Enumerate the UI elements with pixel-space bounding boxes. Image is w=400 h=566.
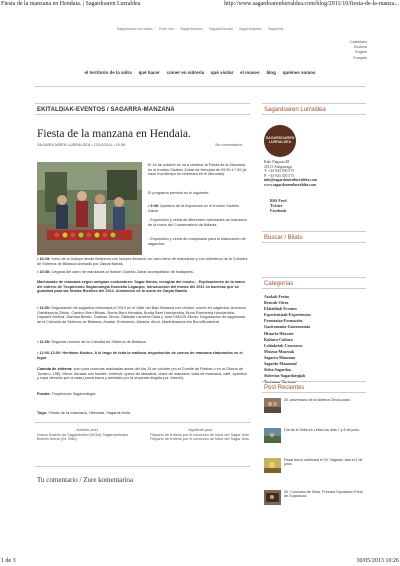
- language-selector: [350, 40, 367, 61]
- category-link[interactable]: Sagarra-Manzana: [264, 354, 296, 360]
- category-link[interactable]: Formazioa-Formación: [264, 318, 303, 324]
- facebook-link[interactable]: Facebook: [270, 207, 287, 213]
- post-program-label: El programa previsto es el siguiente:: [148, 191, 210, 195]
- recent-post-title[interactable]: Día de la Sidra en Leitza los días 7 y 8 de junio.: [284, 428, 361, 432]
- category-link[interactable]: Azokak-Ferias: [264, 294, 290, 299]
- post-item: [37, 351, 249, 360]
- main-nav-blog[interactable]: blog: [266, 70, 276, 75]
- post-source: [37, 392, 249, 397]
- recent-post-title[interactable]: 25. aniversario de la sidrería Otxoa-cowa.: [284, 398, 351, 402]
- post-item-text: Segunda reunión de la Cofradía de Sidreros de Bidasoa.: [51, 340, 147, 344]
- top-nav-item[interactable]: Sagardoilendia: [208, 27, 233, 31]
- logo-text: LURRALDEA: [268, 140, 292, 145]
- recent-post-thumbnail-icon: [264, 428, 281, 443]
- category-link[interactable]: Gastronomia-Gastronomía: [264, 324, 311, 330]
- post-closing: [37, 367, 249, 381]
- main-nav-museo[interactable]: el museo: [240, 70, 260, 75]
- post-item: [148, 237, 248, 246]
- print-datetime: 30/05/2013 10:26: [356, 558, 399, 564]
- prev-post-label: Anterior post: [76, 428, 98, 432]
- category-link[interactable]: Sidra-Sagardoa: [264, 367, 291, 373]
- recent-post-thumbnail-icon: [264, 398, 281, 413]
- next-post-label: Siguiente post: [187, 428, 213, 432]
- post-meta: SAGARDOAREN LURRALDEA • 13/10/2011 • 10:36: [37, 143, 126, 147]
- main-nav-visitar[interactable]: qué visitar: [210, 70, 234, 75]
- category-link[interactable]: Bezicak-Otros: [264, 300, 289, 306]
- address-line: 20115 Astigarraga: [264, 164, 292, 169]
- address-email[interactable]: info@sagardoarenlurraldea.com: [264, 178, 317, 183]
- main-nav-territorio[interactable]: el territorio de la sidra: [84, 70, 132, 75]
- language-castellano[interactable]: Castellano: [350, 40, 367, 44]
- sidebar-heading-categories: Categorías: [262, 277, 366, 289]
- site-logo[interactable]: [264, 125, 296, 157]
- print-url: http://www.sagardoarenlurraldea.com/blog/2011/10/fiesta-de-la-manza...: [224, 1, 399, 7]
- post-item-time: • 9:30:: [148, 204, 160, 208]
- category-link[interactable]: Kultura-Cultura: [264, 336, 293, 342]
- post-item: [148, 204, 248, 213]
- address-fax: F: +34 943 550 575: [264, 173, 294, 178]
- next-post-link[interactable]: Reparto de trofeos por el concurso de fotos del Sagar Uda. Reparto de trofeos por el concurso de fotos del Sagar Uda.: [150, 432, 250, 442]
- address-phone: T: +34 943 550 575: [264, 169, 295, 174]
- post-item-text: Llegada del carro de manzanas al frontón Gaztelu Zahar acompañado de txalaparta.: [51, 270, 194, 274]
- top-nav-item[interactable]: Texts info: [158, 27, 174, 31]
- post-item-time: • 11:30:: [37, 340, 51, 344]
- post-item: [37, 340, 249, 345]
- post-intro: El 16 de octubre se va a celebrar la Fiesta de la Manzana en el frontón Gaztelu Zahar de Hendaia de 09:30-17:00 (si hace mal tiempo se celebrará en el Mercado).: [148, 163, 247, 176]
- category-link[interactable]: Historia-Historia: [264, 330, 294, 336]
- recent-post[interactable]: [264, 490, 364, 510]
- category-link[interactable]: Sidrerías-Sagardotegiak: [264, 373, 306, 379]
- category-link[interactable]: Esperientziak-Experiencias: [264, 312, 311, 318]
- recent-post[interactable]: [264, 398, 364, 418]
- main-nav-que-hacer[interactable]: qué hacer: [138, 70, 160, 75]
- top-nav-item[interactable]: Sagardoaren lurraldea: [116, 27, 153, 31]
- address-line: Kale Nagusia 48: [264, 160, 290, 164]
- post-item-text: - Exposición y venta de diferentes variedades de manzana de la mano del Conservatorio de Aldania.: [148, 218, 247, 227]
- recent-post-thumbnail-icon: [264, 490, 281, 505]
- post-photo: [37, 162, 142, 255]
- post-item-time: • 10:15:: [37, 257, 51, 261]
- top-nav: Sagardoaren lurraldea · Texts info · Sagardoetxea · Sagardoilendia · Sagardoapeta · Sagardoa: [116, 27, 284, 31]
- post-bold-paragraph: Machacado de manzana según antiguas costumbres: Sagar tkinka, recogida del mosto… Explicaciones de la mano del sidrero de Txopinondo Sagarnotegia Donostia Lagazpio, introducción del mosto del 2011 en barricas que se guardará para las fiestas Bixintxo del 2012. Animación de la mano de Zarpai Banda.: [37, 280, 245, 293]
- category-link[interactable]: Lehiaketak-Concursos: [264, 342, 303, 348]
- language-euskera[interactable]: Euskera: [353, 45, 367, 50]
- rss-feed-link[interactable]: RSS Feed: [270, 198, 287, 203]
- post-item-text: Herdaian Kantuz. A lo largo de toda la mañana, degustación de zumos de manzana elaborados en el lugar.: [37, 351, 243, 360]
- print-title: Fiesta de la manzana en Hendaia. | Sagardoaren Lurraldea: [1, 1, 141, 7]
- post-item-text: Degustación de sagardoa elaborada el 2010 en el Valle del Bajo Bidasoa con chistorr cocido en sagardoa: Arantxun Garbitzperia Zibutu, Camino Berri Biriatu, Borda Berri Hendaia, Borda Berri Hondarribia, Burni Etxeberria Hondarribia, Dajuarre Ainhoa, Garbiau Biriatu, Garbiau Zibutu, Otalzate Larretxa Olaia y José FADON Zibutu. Degustación de sagardoas de la Cofradía de Sidreros de Bidasoa: Amalai, Errekondo, Albaola, Aburi, Martinlizaenia eta Burni/Bodaberri.: [37, 306, 246, 324]
- category-link[interactable]: Museoa-Museoak: [264, 348, 295, 354]
- post-item-time: • 12:00-13:00:: [37, 351, 62, 355]
- print-page-number: 1 de 3: [1, 558, 16, 564]
- post-item-time: • 11:00:: [37, 306, 51, 310]
- sidebar-address: [264, 160, 317, 188]
- sidebar-social: [270, 199, 287, 213]
- sidebar-heading-site: Sagardoaren Lurraldea: [262, 103, 366, 115]
- top-nav-item[interactable]: Sagardoapeta: [238, 27, 262, 31]
- post-item-text: Inicio de la txalopa desde Beltzenia con bueyes llevando un carro lleno de manzanas y con miembros de la Cofradía de Sidreros de Bidasoa animado por Zarpai Banda.: [37, 257, 248, 266]
- post-item: [37, 270, 249, 275]
- twitter-link[interactable]: Twitter: [270, 202, 283, 208]
- logo-text: SAGARDOAREN: [265, 136, 295, 140]
- top-nav-item[interactable]: Sagardoa: [267, 27, 284, 31]
- post-tags-links[interactable]: Fiesta de la manzana, Hendaia, Sagarra festa: [48, 410, 131, 415]
- post-item-text: - Exposición y venta de maquinaria para la elaboración de sagardoa.: [148, 237, 246, 246]
- post-source-label: Fuente:: [37, 392, 51, 396]
- post-item: [148, 218, 248, 227]
- main-nav-quienes[interactable]: quiénes somos: [282, 70, 316, 75]
- people-photo-icon: [37, 162, 142, 255]
- post-title[interactable]: Fiesta de la manzana en Hendaia.: [37, 128, 191, 140]
- post-item: [37, 306, 249, 324]
- post-source-text: Txopinondo Sagarnotegia.: [51, 392, 97, 396]
- prev-post-link[interactable]: Nuevo Boletín de Sagardoalea (9/Oct) Sagardoeteako Boletín berria (24. Blsk).: [37, 432, 129, 442]
- recent-post-thumbnail-icon: [264, 458, 281, 473]
- nav-divider: [35, 86, 365, 87]
- recent-post-title[interactable]: XII. Concurso de Sidra. Premios Diputación Foral de Guipúzcoa.: [284, 490, 363, 499]
- comment-divider: [35, 466, 250, 467]
- category-heading: EKITALDIAK-EVENTOS / SAGARRA-MANZANA: [35, 103, 250, 115]
- category-link[interactable]: Ekitaldiak-Eventos: [264, 306, 297, 312]
- post-item-time: • 10:30:: [37, 270, 51, 274]
- recent-post[interactable]: [264, 428, 364, 448]
- post-comments-link[interactable]: Sin comentarios: [215, 143, 243, 147]
- post-tags-label: Tags:: [37, 410, 48, 415]
- language-francais[interactable]: Français: [353, 55, 367, 60]
- recent-post[interactable]: [264, 458, 364, 478]
- next-post[interactable]: [150, 428, 250, 442]
- category-link[interactable]: Turismoa-Turismo: [264, 379, 296, 385]
- address-web[interactable]: www.sagardoarenlurraldea.com: [264, 182, 317, 187]
- comment-heading: Tu comentario / Zure komentarioa: [37, 476, 134, 484]
- main-nav-comer[interactable]: comer en sidrería: [166, 70, 205, 75]
- post-item-text: Apertura de la exposición en el frontón Gaztelu Zahar.: [148, 204, 240, 213]
- sidebar-heading-recent: Post Recientes: [262, 381, 366, 393]
- post-closing-text: solo para reservas realizadas antes del día 15 de octubre (en el Comité de Fiestas o en la Oficina de Turismo, 19€). Menú: tiscalas con tomate, entrecot, queso de Idiazabal, dulce de manzana, tarta de manzana, café, aperitivo y copa ofrecido por la casa (cama barra y animado por la orquesta dirigida por Joseíni).: [37, 367, 247, 380]
- prev-post[interactable]: [37, 428, 137, 442]
- category-link[interactable]: Sagardo-Manzanal: [264, 361, 297, 367]
- post-item: [37, 257, 249, 266]
- top-nav-item[interactable]: Sagardoetxea: [180, 27, 203, 31]
- sidebar-heading-search: Buscar / Bilatu: [262, 231, 366, 243]
- main-nav: el territorio de la sidra · qué hacer · comer en sidrería · qué visitar · el museo · blog · quiénes somos: [84, 70, 316, 75]
- post-closing-label: Comida de sidrería:: [37, 367, 73, 371]
- post-divider: [35, 422, 250, 423]
- recent-post-title[interactable]: Pasai Antxo celebrará el XX Sagardo Jaia el 1 de junio.: [284, 458, 363, 467]
- post-tags: [37, 410, 130, 415]
- language-english[interactable]: English: [355, 50, 367, 55]
- sidebar-categories: [264, 294, 311, 385]
